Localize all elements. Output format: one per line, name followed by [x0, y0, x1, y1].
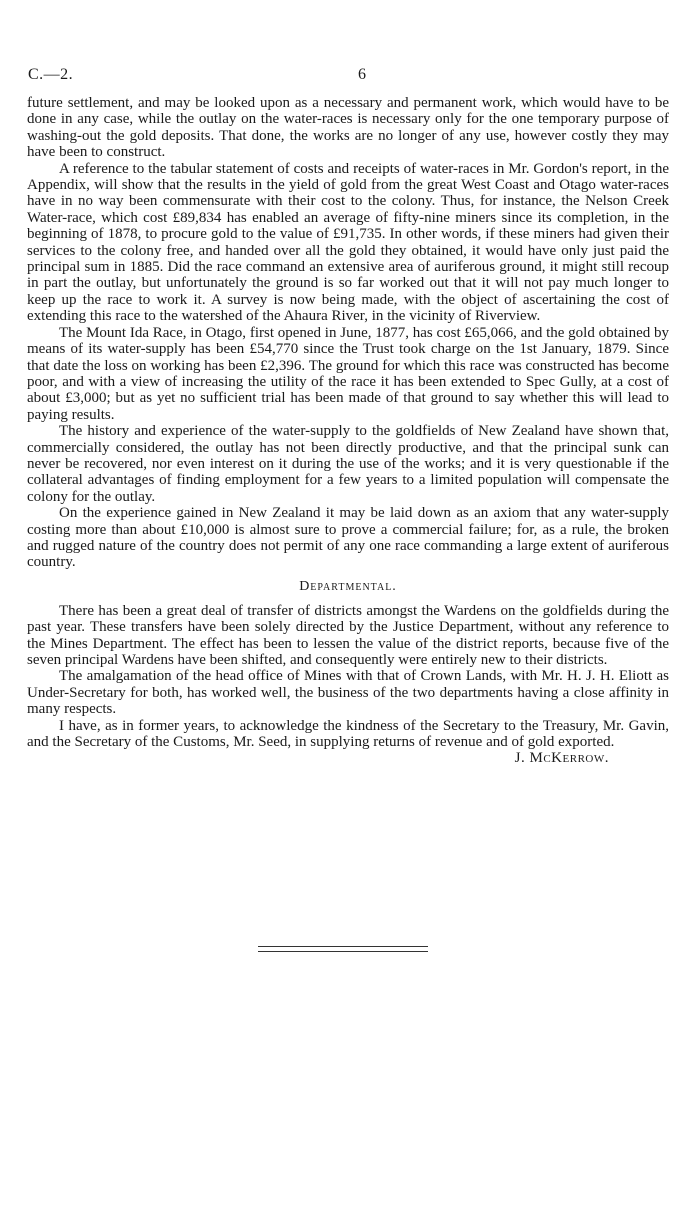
paragraph-acknowledgement: I have, as in former years, to acknowledge the kindness of the Secretary to the Treasury, Mr. Gavin, and the Secretary of the Customs, Mr. Seed, in supplying returns of revenue and of gold exported.: [27, 717, 669, 751]
closing-rule-divider: [258, 946, 428, 952]
paragraph-history-experience: The history and experience of the water-supply to the goldfields of New Zealand have shown that, commercially considered, the outlay has not been directly productive, and that the principal sunk can never be recovered, nor even interest on it during the use of the works; and it is very questionable if the collateral advantages of finding employment for a few years to a limited population will compensate the colony for the outlay.: [27, 423, 669, 505]
paragraph-axiom: On the experience gained in New Zealand it may be laid down as an axiom that any water-supply costing more than about £10,000 is almost sure to prove a commercial failure; for, as a rule, the broken and rugged nature of the country does not permit of any one race commanding a large extent of auriferous country.: [27, 505, 669, 571]
paragraph-transfers: There has been a great deal of transfer of districts amongst the Wardens on the goldfields during the past year. These transfers have been solely directed by the Justice Department, without any reference to the Mines Department. The effect has been to lessen the value of the district reports, because five of the seven principal Wardens have been shifted, and consequently were entirely new to their districts.: [27, 602, 669, 668]
section-heading-departmental: Departmental.: [299, 578, 397, 594]
paragraph-mount-ida-race: The Mount Ida Race, in Otago, first opened in June, 1877, has cost £65,066, and the gold obtained by means of its water-supply has been £54,770 since the Trust took charge on the 1st January, 1879. Since that date the loss on working has been £2,396. The ground for which this race was constructed has become poor, and with a view of increasing the utility of the race it has been extended to Spec Gully, at a cost of about £3,000; but as yet no sufficient trial has been made of that ground to say whether this will lead to paying results.: [27, 324, 669, 423]
paragraph-continuation: future settlement, and may be looked upon as a necessary and permanent work, which would have to be done in any case, while the outlay on the water-races is necessary only for the one temporary purpose of washing-out the gold deposits. That done, the works are no longer of any use, however costly they may have been to construct.: [27, 95, 669, 161]
signature: J. McKerrow.: [514, 750, 609, 767]
page-header: [28, 66, 672, 90]
paragraph-amalgamation: The amalgamation of the head office of Mines with that of Crown Lands, with Mr. H. J. H. Eliott as Under-Secretary for both, has worked well, the business of the two departments having a close affinity in many respects.: [27, 668, 669, 718]
page-number: 6: [358, 66, 366, 83]
document-reference: C.—2.: [28, 66, 74, 83]
paragraph-water-races-report: A reference to the tabular statement of costs and receipts of water-races in Mr. Gordon's report, in the Appendix, will show that the results in the yield of gold from the great West Coast and Otago water-races have in no way been commensurate with their cost to the colony. Thus, for instance, the Nelson Creek Water-race, which cost £89,834 has enabled an average of fifty-nine miners since its completion, in the beginning of 1878, to procure gold to the value of £91,735. In other words, if these miners had given their services to the colony free, and handed over all the gold they obtained, it would have only just paid the principal sum in 1885. Did the race command an extensive area of auriferous ground, it might still recoup in part the outlay, but unfortunately the ground is so far worked out that it will not pay much longer to keep up the race to work it. A survey is now being made, with the object of ascertaining the cost of extending this race to the watershed of the Ahaura River, in the vicinity of Riverview.: [27, 160, 669, 325]
page-body: [27, 95, 669, 767]
